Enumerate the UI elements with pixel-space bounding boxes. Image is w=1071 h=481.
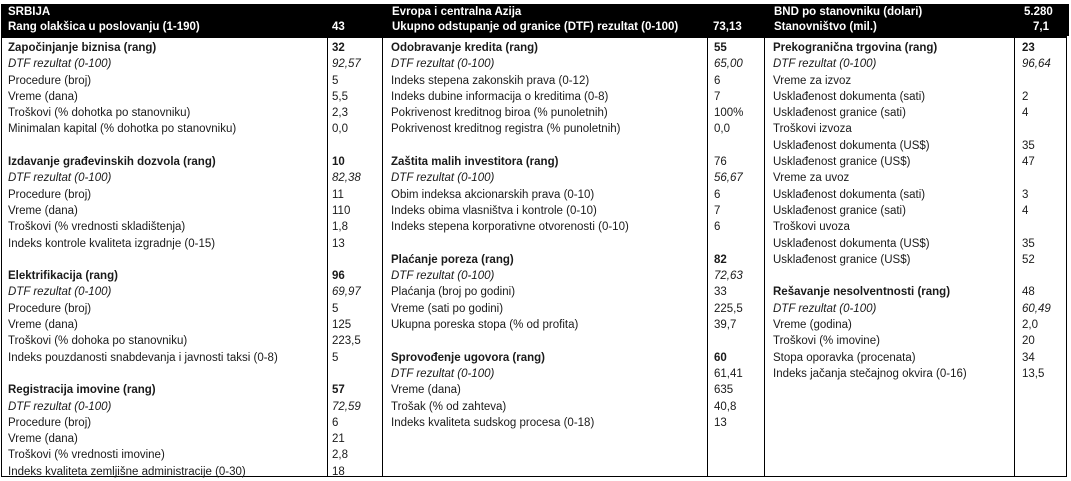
row-label: Zaštita malih investitora (rang) — [391, 156, 559, 169]
table-row — [773, 154, 1071, 170]
table-row — [8, 203, 378, 219]
row-value: 82,38 — [332, 172, 361, 185]
row-label: Elektrifikacija (rang) — [8, 270, 118, 283]
row-value: 13,5 — [1022, 367, 1045, 380]
table-row — [773, 56, 1071, 72]
spacer-row — [8, 252, 378, 268]
table-row — [8, 301, 378, 317]
row-label: Troškovi uvoza — [773, 221, 850, 234]
row-value: 35 — [1022, 237, 1035, 250]
table-row — [773, 366, 1071, 382]
population-value: 7,1 — [1033, 21, 1049, 33]
table-row — [8, 431, 378, 447]
table-row — [391, 203, 761, 219]
population-label: Stanovništvo (mil.) — [774, 21, 877, 33]
row-label: Indeks kvaliteta sudskog procesa (0-18) — [391, 416, 595, 429]
table-row — [773, 138, 1071, 154]
row-value: 72,63 — [714, 270, 743, 283]
table-row — [773, 333, 1071, 349]
table-row — [391, 415, 761, 431]
row-value: 56,67 — [714, 172, 743, 185]
row-value: 0,0 — [332, 123, 348, 136]
row-label: Indeks stepena korporativne otvorenosti (0-10) — [391, 221, 629, 234]
row-label: Procedure (broj) — [8, 416, 92, 429]
row-label: Vreme (dana) — [8, 319, 78, 332]
gni-label: BND po stanovniku (dolari) — [774, 6, 923, 18]
row-label: Usklađenost granice (sati) — [773, 204, 906, 217]
row-label: Minimalan kapital (% dohotka po stanovniku) — [8, 123, 237, 136]
row-value: 635 — [714, 384, 734, 397]
row-label: Troškovi izvoza — [773, 123, 852, 136]
row-value: 225,5 — [714, 302, 743, 315]
row-value: 33 — [714, 286, 727, 299]
table-row — [773, 236, 1071, 252]
table-row — [391, 105, 761, 121]
row-label: Ukupna poreska stopa (% od profita) — [391, 319, 579, 332]
rank-label: Rang olakšica u poslovanju (1-190) — [8, 21, 200, 33]
row-value: 52 — [1022, 253, 1035, 266]
table-row — [773, 40, 1071, 56]
row-value: 55 — [714, 42, 727, 54]
row-label: Vreme (dana) — [391, 384, 461, 397]
row-value: 76 — [714, 156, 727, 169]
row-value: 1,8 — [332, 221, 348, 234]
row-value: 65,00 — [714, 58, 743, 71]
table-row — [773, 89, 1071, 105]
table-row — [8, 154, 378, 170]
row-value: 2 — [1022, 90, 1029, 103]
row-label: DTF rezultat (0-100) — [391, 58, 495, 71]
row-label: Trošak (% od zahteva) — [391, 400, 507, 413]
row-value: 61,41 — [714, 367, 743, 380]
table-row — [8, 447, 378, 463]
table-row — [8, 464, 378, 480]
row-label: Troškovi (% vrednosti skladištenja) — [8, 221, 186, 234]
table-row — [391, 154, 761, 170]
row-value: 92,57 — [332, 58, 361, 71]
row-value: 23 — [1022, 42, 1035, 54]
row-label: DTF rezultat (0-100) — [8, 286, 112, 299]
row-label: Registracija imovine (rang) — [8, 384, 156, 397]
row-label: Usklađenost dokumenta (sati) — [773, 188, 926, 201]
table-row — [8, 317, 378, 333]
row-value: 5 — [332, 74, 339, 87]
row-label: Indeks kvaliteta zemljišne administracije (0-30) — [8, 465, 246, 478]
table-row — [773, 252, 1071, 268]
row-value: 11 — [332, 188, 344, 201]
row-label: Započinjanje biznisa (rang) — [8, 42, 157, 54]
row-label: Usklađenost granice (US$) — [773, 253, 911, 266]
spacer-row — [391, 138, 761, 154]
table-row — [391, 219, 761, 235]
row-value: 10 — [332, 156, 345, 169]
table-row — [773, 73, 1071, 89]
table-row — [8, 236, 378, 252]
table-row — [391, 284, 761, 300]
table-row — [391, 382, 761, 398]
table-row — [391, 366, 761, 382]
row-value: 13 — [714, 416, 727, 429]
row-label: DTF rezultat (0-100) — [8, 172, 112, 185]
table-row — [8, 170, 378, 186]
table-row — [8, 73, 378, 89]
spacer-row — [391, 236, 761, 252]
row-label: Vreme (sati po godini) — [391, 302, 504, 315]
row-label: Vreme za uvoz — [773, 172, 850, 185]
row-value: 2,3 — [332, 107, 348, 120]
row-value: 20 — [1022, 335, 1035, 348]
table-header — [1, 4, 1069, 36]
row-value: 6 — [332, 416, 339, 429]
row-label: Indeks pouzdanosti snabdevanja i javnosti taksi (0-8) — [8, 351, 278, 364]
row-label: Indeks stepena zakonskih prava (0-12) — [391, 74, 590, 87]
row-label: Troškovi (% vrednosti imovine) — [8, 449, 165, 462]
row-value: 96 — [332, 270, 345, 283]
row-label: Usklađenost dokumenta (US$) — [773, 237, 930, 250]
table-row — [8, 219, 378, 235]
table-row — [773, 203, 1071, 219]
row-value: 82 — [714, 253, 727, 266]
row-value: 32 — [332, 42, 345, 54]
row-label: DTF rezultat (0-100) — [773, 302, 877, 315]
row-label: DTF rezultat (0-100) — [391, 270, 495, 283]
row-label: Vreme (godina) — [773, 319, 852, 332]
indicator-column-3 — [773, 40, 1071, 382]
row-label: DTF rezultat (0-100) — [391, 172, 495, 185]
row-label: Rešavanje nesolventnosti (rang) — [773, 286, 951, 299]
row-label: DTF rezultat (0-100) — [391, 367, 495, 380]
table-row — [8, 415, 378, 431]
table-row — [8, 284, 378, 300]
country-name: SRBIJA — [8, 6, 51, 18]
row-value: 5 — [332, 302, 339, 315]
row-label: Izdavanje građevinskih dozvola (rang) — [8, 156, 216, 169]
spacer-row — [391, 333, 761, 349]
dtf-label: Ukupno odstupanje od granice (DTF) rezultat (0-100) — [392, 21, 679, 33]
table-row — [8, 382, 378, 398]
row-value: 6 — [714, 74, 721, 87]
column-divider — [764, 38, 765, 476]
table-row — [8, 333, 378, 349]
table-row — [391, 40, 761, 56]
row-value: 6 — [714, 221, 721, 234]
row-label: Vreme za izvoz — [773, 74, 852, 87]
row-value: 0,0 — [714, 123, 730, 136]
indicators-table — [1, 36, 1067, 477]
row-label: Troškovi (% dohoka po stanovniku) — [8, 335, 188, 348]
row-label: Vreme (dana) — [8, 90, 78, 103]
table-row — [773, 170, 1071, 186]
row-value: 35 — [1022, 139, 1035, 152]
row-label: Pokrivenost kreditnog biroa (% punoletnih) — [391, 107, 608, 120]
spacer-row — [773, 268, 1071, 284]
row-label: Usklađenost dokumenta (US$) — [773, 139, 930, 152]
row-value: 21 — [332, 433, 345, 446]
row-value: 96,64 — [1022, 58, 1051, 71]
row-label: Usklađenost granice (US$) — [773, 156, 911, 169]
table-row — [391, 170, 761, 186]
row-label: Usklađenost granice (sati) — [773, 107, 906, 120]
row-value: 40,8 — [714, 400, 737, 413]
table-row — [391, 399, 761, 415]
row-value: 60 — [714, 351, 727, 364]
row-value: 2,8 — [332, 449, 348, 462]
row-label: Indeks kontrole kvaliteta izgradnje (0-15) — [8, 237, 216, 250]
table-row — [391, 73, 761, 89]
dtf-value: 73,13 — [713, 21, 742, 33]
row-value: 110 — [332, 204, 351, 217]
row-label: Indeks obima vlasništva i kontrole (0-10) — [391, 204, 597, 217]
table-row — [773, 350, 1071, 366]
row-label: Obim indeksa akcionarskih prava (0-10) — [391, 188, 595, 201]
table-row — [773, 219, 1071, 235]
row-value: 5 — [332, 351, 339, 364]
row-value: 2,0 — [1022, 319, 1038, 332]
table-row — [8, 187, 378, 203]
row-label: Vreme (dana) — [8, 204, 78, 217]
table-row — [773, 301, 1071, 317]
row-label: DTF rezultat (0-100) — [773, 58, 877, 71]
row-value: 57 — [332, 384, 345, 397]
table-row — [391, 89, 761, 105]
table-row — [8, 121, 378, 137]
table-row — [773, 284, 1071, 300]
row-value: 34 — [1022, 351, 1035, 364]
row-value: 47 — [1022, 156, 1035, 169]
row-value: 7 — [714, 204, 721, 217]
table-row — [773, 105, 1071, 121]
table-row — [8, 399, 378, 415]
table-row — [391, 317, 761, 333]
spacer-row — [8, 138, 378, 154]
row-label: Sprovođenje ugovora (rang) — [391, 351, 545, 364]
row-value: 69,97 — [332, 286, 361, 299]
gni-value: 5.280 — [1024, 6, 1053, 18]
table-row — [8, 350, 378, 366]
column-divider — [382, 38, 383, 476]
table-row — [8, 268, 378, 284]
row-value: 39,7 — [714, 319, 737, 332]
row-label: Troškovi (% dohotka po stanovniku) — [8, 107, 191, 120]
row-label: Stopa oporavka (procenata) — [773, 351, 916, 364]
row-label: Procedure (broj) — [8, 302, 92, 315]
table-row — [773, 317, 1071, 333]
row-label: Plaćanje poreza (rang) — [391, 253, 514, 266]
row-value: 4 — [1022, 107, 1029, 120]
row-value: 60,49 — [1022, 302, 1051, 315]
row-value: 18 — [332, 465, 345, 478]
rank-value: 43 — [332, 21, 345, 33]
row-label: Odobravanje kredita (rang) — [391, 42, 538, 54]
row-value: 72,59 — [332, 400, 361, 413]
table-row — [391, 301, 761, 317]
table-row — [8, 40, 378, 56]
row-label: Procedure (broj) — [8, 74, 92, 87]
region-name: Evropa i centralna Azija — [392, 6, 522, 18]
row-value: 3 — [1022, 188, 1029, 201]
row-label: Indeks dubine informacija o kreditima (0-8) — [391, 90, 609, 103]
row-label: Plaćanja (broj po godini) — [391, 286, 516, 299]
row-label: Procedure (broj) — [8, 188, 92, 201]
row-value: 223,5 — [332, 335, 361, 348]
table-row — [391, 187, 761, 203]
spacer-row — [8, 366, 378, 382]
row-label: Vreme (dana) — [8, 433, 78, 446]
row-label: Usklađenost dokumenta (sati) — [773, 90, 926, 103]
table-row — [773, 187, 1071, 203]
table-row — [391, 350, 761, 366]
table-row — [391, 268, 761, 284]
row-value: 13 — [332, 237, 345, 250]
row-value: 125 — [332, 319, 352, 332]
row-value: 6 — [714, 188, 721, 201]
table-row — [8, 105, 378, 121]
table-row — [391, 252, 761, 268]
row-label: Pokrivenost kreditnog registra (% punoletnih) — [391, 123, 621, 136]
indicator-column-1 — [8, 40, 378, 480]
table-row — [773, 121, 1071, 137]
indicator-column-2 — [391, 40, 761, 431]
table-row — [8, 89, 378, 105]
table-row — [391, 121, 761, 137]
row-label: DTF rezultat (0-100) — [8, 58, 112, 71]
table-row — [8, 56, 378, 72]
row-label: DTF rezultat (0-100) — [8, 400, 112, 413]
row-label: Indeks jačanja stečajnog okvira (0-16) — [773, 367, 967, 380]
table-row — [391, 56, 761, 72]
row-value: 48 — [1022, 286, 1035, 299]
row-label: Troškovi (% imovine) — [773, 335, 880, 348]
row-value: 5,5 — [332, 90, 348, 103]
row-label: Prekogranična trgovina (rang) — [773, 42, 938, 54]
row-value: 7 — [714, 90, 721, 103]
row-value: 4 — [1022, 204, 1029, 217]
row-value: 100% — [714, 107, 744, 120]
